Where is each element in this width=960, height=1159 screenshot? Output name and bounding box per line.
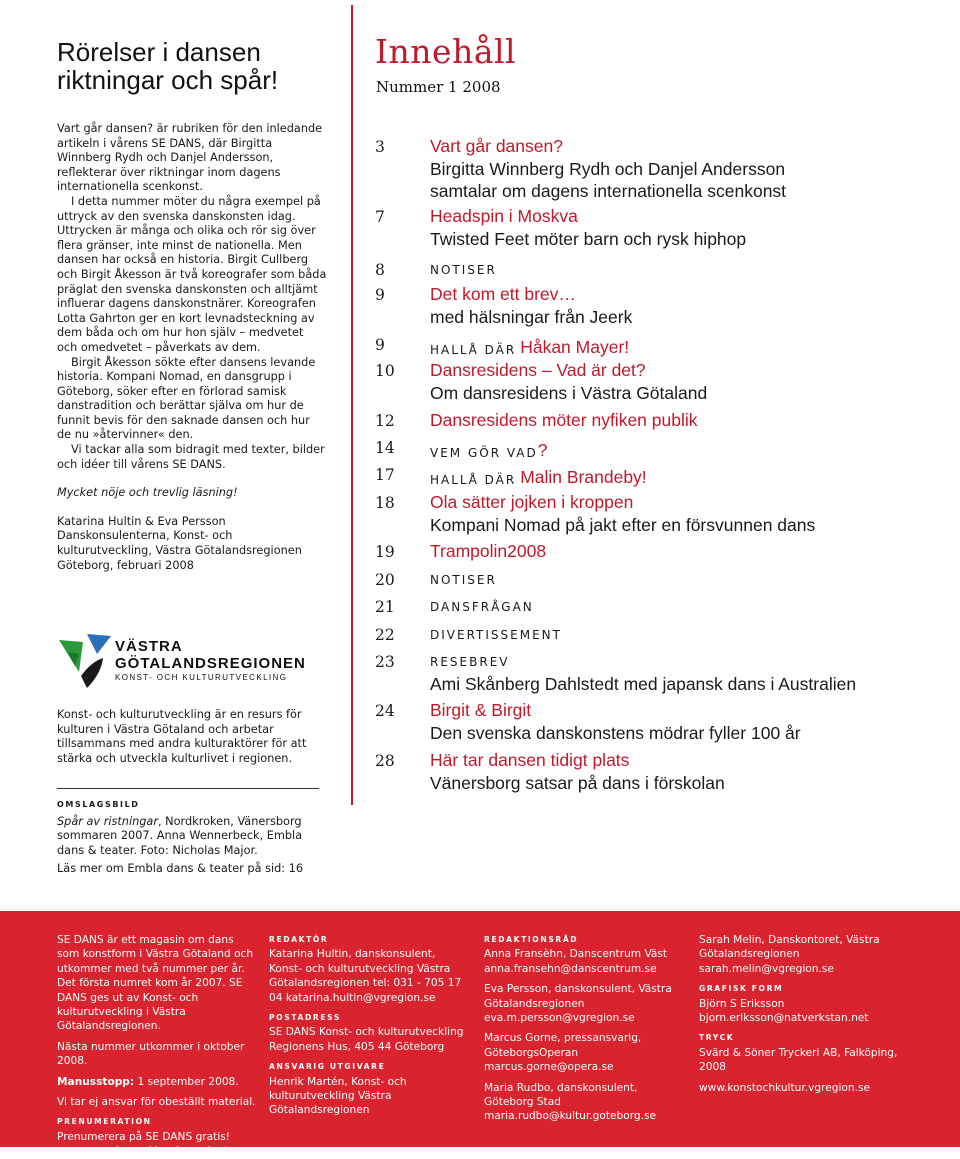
toc-section-label <box>430 338 629 359</box>
footer-text: Vi tar ej ansvar för obeställt material. <box>57 1096 256 1109</box>
footer-label: REDAKTIONSRÅD <box>484 935 579 944</box>
toc-subtitle: med hälsningar från Jeerk <box>430 307 633 327</box>
toc-section-text: HALLÅ DÄR <box>430 473 517 487</box>
toc-page-number: 8 <box>375 261 385 279</box>
toc-section-label <box>430 600 534 614</box>
mission-text: Konst- och kulturutveckling är en resurs för kulturen i Västra Götaland och arbetar tillsammans med andra kulturaktörer för att stärka och utveckla kulturlivet i regionen. <box>57 708 307 765</box>
toc-page-number: 20 <box>375 571 395 589</box>
toc-page-number: 21 <box>375 598 395 616</box>
editorial-headline <box>57 38 327 94</box>
toc-page-number: 28 <box>375 752 395 770</box>
intro-paragraph: Vart går dansen? är rubriken för den inledande artikeln i vårens SE DANS, där Birgitta Winnberg Rydh och Danjel Andersson, reflekterar över riktningar inom dagens internationella scenkonst. <box>57 122 323 194</box>
toc-interview-name: Malin Brandeby! <box>520 467 647 487</box>
toc-page-number: 14 <box>375 439 395 457</box>
region-emblem-icon <box>57 632 113 690</box>
logo-text: GÖTALANDSREGIONEN <box>115 655 306 672</box>
toc-title: Dansresidens möter nyfiken publik <box>430 410 698 430</box>
toc-section-label <box>430 468 647 489</box>
toc-subtitle: Vänersborg satsar på dans i förskolan <box>430 773 725 793</box>
footer-label: REDAKTÖR <box>269 935 329 944</box>
footer-col-about <box>57 933 257 1159</box>
toc-title: Ola sätter jojken i kroppen <box>430 492 634 512</box>
toc-interview-name: Håkan Mayer! <box>520 337 630 357</box>
toc-page-number: 9 <box>375 286 385 304</box>
divider <box>57 788 319 789</box>
toc-title: Här tar dansen tidigt plats <box>430 750 630 770</box>
toc-subtitle: Twisted Feet möter barn och rysk hiphop <box>430 229 747 249</box>
toc-section-text: VEM GÖR VAD <box>430 446 538 460</box>
toc-section-label <box>430 263 497 277</box>
toc-section-text: NOTISER <box>430 263 497 277</box>
logo-text: KONST- OCH KULTURUTVECKLING <box>115 673 288 682</box>
footer-text: 1 september 2008. <box>134 1075 239 1088</box>
toc-page-number: 3 <box>375 138 385 156</box>
toc-page-number: 24 <box>375 702 395 720</box>
cover-label: OMSLAGSBILD <box>57 800 140 809</box>
headline-line-2: riktningar och spår! <box>57 65 279 95</box>
cover-title: Spår av ristningar <box>57 814 158 828</box>
toc-page-number: 7 <box>375 208 385 226</box>
toc-subtitle: Kompani Nomad på jakt efter en försvunnen dans <box>430 515 816 535</box>
toc-subtitle: Ami Skånberg Dahlstedt med japansk dans i Australien <box>430 674 857 694</box>
toc-page-number: 19 <box>375 543 395 561</box>
footer-text: Maria Rudbo, danskonsulent, Göteborg Stad maria.rudbo@kultur.goteborg.se <box>484 1081 657 1123</box>
footer-text: Björn S Eriksson bjorn.eriksson@natverkstan.net <box>699 997 869 1025</box>
toc-section-text: RESEBREV <box>430 655 510 669</box>
vastra-gotalandsregionen-logo <box>57 632 317 690</box>
toc-section-text: DIVERTISSEMENT <box>430 628 562 642</box>
toc-section-text: NOTISER <box>430 573 497 587</box>
toc-page-number: 10 <box>375 362 395 380</box>
footer-col-editor <box>269 933 469 1118</box>
toc-subtitle: Den svenska danskonstens mödrar fyller 100 år <box>430 723 801 743</box>
toc-section-label <box>430 573 497 587</box>
footer-text: Marcus Gorne, pressansvarig, GöteborgsOperan marcus.gorne@opera.se <box>484 1032 642 1074</box>
footer-text: www.konstochkultur.vgregion.se <box>699 1081 871 1094</box>
toc-question-mark: ? <box>537 440 548 460</box>
closing-line: Mycket nöje och trevlig läsning! <box>57 486 238 500</box>
signature-org: Danskonsulenterna, Konst- och kulturutveckling, Västra Götalandsregionen <box>57 529 302 558</box>
toc-section-label <box>430 655 509 669</box>
signature-date: Göteborg, februari 2008 <box>57 558 194 572</box>
footer-label: POSTADRESS <box>269 1013 341 1023</box>
footer-text: Henrik Martén, Konst- och kulturutveckling Västra Götalandsregionen <box>269 1075 407 1117</box>
headline-line-1: Rörelser i dansen <box>57 37 261 67</box>
cover-more: Läs mer om Embla dans & teater på sid: 16 <box>57 862 304 876</box>
footer-text: SE DANS är ett magasin om dans som konstform i Västra Götaland och utkommer med två nummer per år. Det första numret kom år 2007. SE DANS ges ut av Konst- och kulturutveckling i Västra Götalandsregionen. <box>57 934 254 1033</box>
intro-paragraph: Birgit Åkesson sökte efter dansens levande historia. Kompani Nomad, en dansgrupp i Göteborg, söker efter en förlorad samisk danstradition och berättar själva om hur de funnit bevis för den saknade dansen och hur de nu »återvinner« den. <box>57 355 316 442</box>
issue-number: Nummer 1 2008 <box>376 78 501 96</box>
toc-section-text: DANSFRÅGAN <box>430 600 534 614</box>
footer-text: Prenumerera på SE DANS gratis! www.vgregion.se/danskonsulenterna <box>57 1130 252 1158</box>
logo-text: VÄSTRA <box>115 638 183 655</box>
toc-page-number: 23 <box>375 653 395 671</box>
footer-col-board <box>484 933 684 1124</box>
footer-text: Eva Persson, danskonsulent, Västra Götalandsregionen eva.m.persson@vgregion.se <box>484 983 672 1025</box>
toc-page-number: 9 <box>375 336 385 354</box>
footer-label: PRENUMERATION <box>57 1117 152 1127</box>
footer-text: SE DANS Konst- och kulturutveckling Regionens Hus, 405 44 Göteborg <box>269 1026 464 1053</box>
signature-names: Katarina Hultin & Eva Persson <box>57 514 226 528</box>
toc-subtitle: Birgitta Winnberg Rydh och Danjel Andersson <box>430 159 786 179</box>
toc-title: Dansresidens – Vad är det? <box>430 360 646 380</box>
cover-credit <box>57 798 327 877</box>
toc-title: Birgit & Birgit <box>430 700 532 720</box>
footer-label: TRYCK <box>699 1033 735 1043</box>
intro-paragraph: I detta nummer möter du några exempel på uttryck av den svenska danskonsten idag. Uttrycken är många och olika och rör sig över flera gränser, inte minst de nationella. Men dansen har också en historia. Birgit Cullberg och Birgit Åkesson är två koreografer som båda präglat den svenska danskonsten och alltjämt influerar dagens danskonstnärer. Koreografen Lotta Gahrton ger en kort levnadsteckning av dem båda och om hur hon själv – medvetet och omedvetet – påverkats av dem. <box>57 194 327 354</box>
toc-subtitle: Om dansresidens i Västra Götaland <box>430 383 708 403</box>
footer-label-bold: Manusstopp: <box>57 1075 135 1088</box>
toc-page-number: 17 <box>375 466 395 484</box>
footer-text: Anna Fransèhn, Danscentrum Väst anna.fransehn@danscentrum.se <box>484 948 668 975</box>
intro-paragraph: Vi tackar alla som bidragit med texter, bilder och idéer till vårens SE DANS. <box>57 443 325 471</box>
toc-page-number: 18 <box>375 494 395 512</box>
footer-label: ANSVARIG UTGIVARE <box>269 1062 386 1072</box>
toc-section-text: HALLÅ DÄR <box>430 343 517 357</box>
footer-label: GRAFISK FORM <box>699 984 784 994</box>
footer-text: Katarina Hultin, danskonsulent, Konst- och kulturutveckling Västra Götalandsregionen tel: 031 - 705 17 04 katarina.hultin@vgregion.se <box>269 948 462 1004</box>
column-divider <box>351 5 353 805</box>
footer-col-production <box>699 933 899 1095</box>
footer-text: Svärd & Söner Tryckeri AB, Falköping, 2008 <box>699 1046 898 1074</box>
toc-section-label <box>430 441 547 462</box>
footer-text: Sarah Melin, Danskontoret, Västra Götalandsregionen sarah.melin@vgregion.se <box>699 934 880 975</box>
toc-title: Det kom ett brev… <box>430 284 576 304</box>
toc-section-label <box>430 628 562 642</box>
page-title: Innehåll <box>375 32 517 71</box>
toc-page-number: 22 <box>375 626 395 644</box>
footer-text: Nästa nummer utkommer i oktober 2008. <box>57 1040 245 1068</box>
cover-description: , Nordkroken, Vänersborg sommaren 2007. Anna Wennerbeck, Embla dans & teater. Foto: Nicholas Major. <box>57 814 303 857</box>
editorial-text <box>57 122 327 573</box>
colophon-footer <box>0 911 960 1158</box>
toc-page-number: 12 <box>375 412 395 430</box>
toc-subtitle: samtalar om dagens internationella scenkonst <box>430 181 787 201</box>
toc-title: Headspin i Moskva <box>430 206 578 226</box>
toc-title: Trampolin2008 <box>430 541 547 561</box>
toc-title: Vart går dansen? <box>430 136 563 156</box>
